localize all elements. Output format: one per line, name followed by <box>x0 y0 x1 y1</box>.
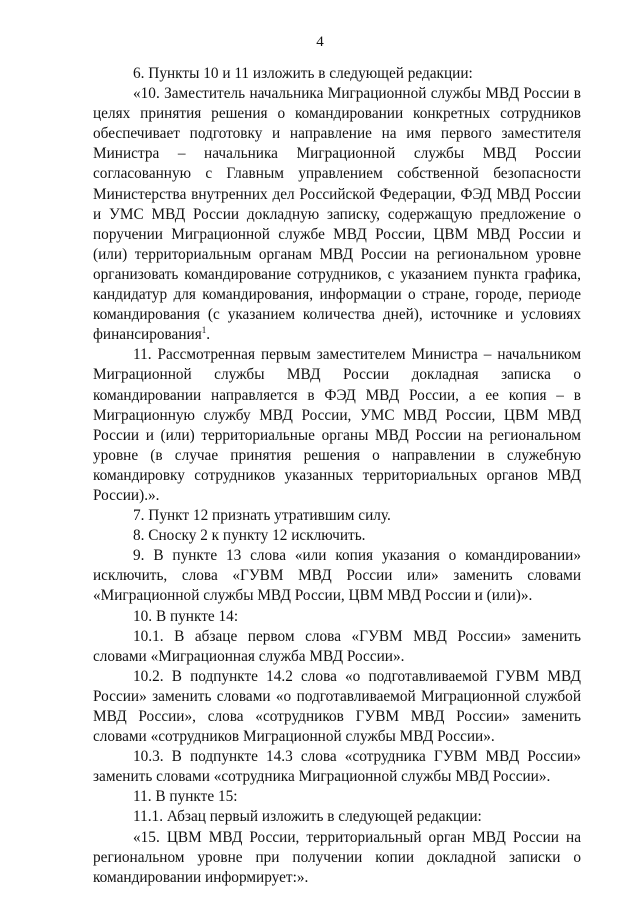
paragraph-point-15: «15. ЦВМ МВД России, территориальный орган МВД России на региональном уровне при получении копии докладной записки о командировании информирует:». <box>93 828 581 886</box>
paragraph-item-6: 6. Пункты 10 и 11 изложить в следующей редакции: <box>133 65 473 82</box>
paragraph-item-7: 7. Пункт 12 признать утратившим силу. <box>133 507 391 525</box>
paragraph-point-10: «10. Заместитель начальника Миграционной службы МВД России в целях принятия решения о командировании конкретных сотрудников обеспечивает подготовку и направление на имя первого заместителя Министра – начальника Миграционной службы МВД России согласованную с Главным управлением собственной безопасности Министерства внутренних дел Российской Федерации, ФЭД МВД России и УМС МВД России докладную записку, содержащую предложение о поручении Миграционной службе МВД России, ЦВМ МВД России и (или) территориальным органам МВД России на региональном уровне организовать командирование сотрудников, с указанием пункта графика, кандидатур для командирования, информации о стране, городе, периоде командирования (с указанием количества дней), источнике и условиях финансирования$^1$. <box>93 85 581 344</box>
paragraph-item-10-2: 10.2. В подпункте 14.2 слова «о подготавливаемой ГУВМ МВД России» заменить словами «о подготавливаемой Миграционной службой МВД России», слова «сотрудников ГУВМ МВД России» заменить словами «сотрудников Миграционной службы МВД России». <box>93 667 581 746</box>
paragraph-item-10-3: 10.3. В подпункте 14.3 слова «сотрудника ГУВМ МВД России» заменить словами «сотрудника Миграционной службы МВД России». <box>93 748 581 786</box>
paragraph-item-9: 9. В пункте 13 слова «или копия указания о командировании» исключить, слова «ГУВМ МВД России или» заменить словами «Миграционной службы МВД России, ЦВМ МВД России и (или)». <box>93 547 581 605</box>
footnote-ref: 1 <box>201 325 207 336</box>
paragraph-item-8: 8. Сноску 2 к пункту 12 исключить. <box>133 527 366 545</box>
page-number: 4 <box>316 34 324 50</box>
paragraph-item-10-1: 10.1. В абзаце первом слова «ГУВМ МВД России» заменить словами «Миграционная служба МВД России». <box>93 627 581 665</box>
paragraph-point-11: 11. Рассмотренная первым заместителем Министра – начальником Миграционной службы МВД России докладная записка о командировании направляется в ФЭД МВД России, а ее копия – в Миграционную службу МВД России, УМС МВД России, ЦВМ МВД России и (или) территориальные органы МВД России на региональном уровне (в случае принятия решения о направлении в служебную командировку сотрудников указанных территориальных органов МВД России).». <box>93 346 581 504</box>
paragraph-item-11: 11. В пункте 15: <box>133 788 238 806</box>
paragraph-item-11-1: 11.1. Абзац первый изложить в следующей редакции: <box>133 808 482 826</box>
paragraph-item-10: 10. В пункте 14: <box>133 607 239 625</box>
document-body <box>93 64 581 888</box>
